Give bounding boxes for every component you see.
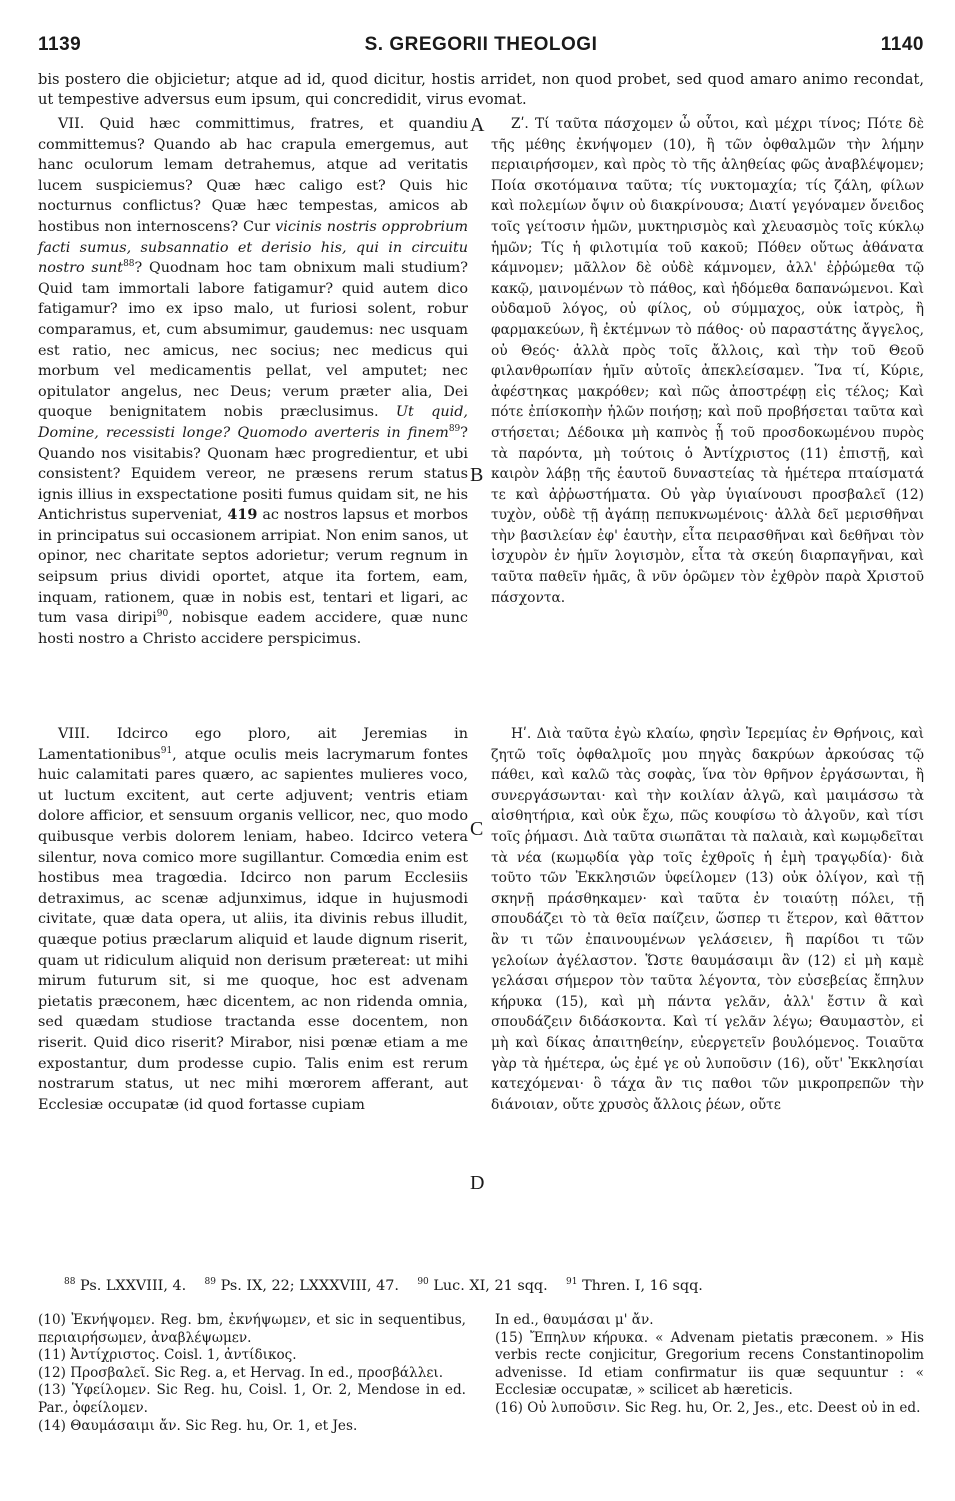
running-header [38,34,924,62]
footnote-ref: 89 [448,424,461,435]
ref-number: 89 [204,1277,216,1288]
page-number-right: 1140 [880,34,924,55]
latin-text: ac nostros lapsus et morbos in principatus sui occasionem arripiat. Non enim sanos, ut opinor, nec charitate septos adorietur; verum regnum in seipsum prius dividi oportet, atque ita fortem, eam, inquam, rationem, quæ in nobis est, tentari et ligari, ac tum vasa diripi [38,507,468,627]
greek-section-7 [491,114,924,608]
latin-section-7 [38,114,468,649]
latin-section-8 [38,724,468,1115]
latin-paragraph-7 [38,114,468,649]
section-number: VIII. [58,726,91,742]
scripture-references [38,1276,924,1296]
footnote: (16) Οὐ λυποῦσιν. Sic Reg. hu, Or. 2, Jes., etc. Deest οὐ in ed. [495,1399,921,1416]
ref-text: Ps. IX, 22; LXXXVIII, 47. [216,1278,399,1294]
footnote: (12) Προσβαλεῖ. Sic Reg. a, et Hervag. In ed., προσβάλλει. [38,1364,444,1381]
latin-text: ? Quodnam hoc tam obnixum mali studium? Quid tam immortali labore fatigamur? quid autem dico fatigamur? imo ex ipso malo, ut furiosi solent, robur comparamus, et, cum absumimur, gaudemus: nec usquam est ratio, nec amicus, nec socius; nec medicus qui morbum vel medicamentis pellat, vel amputet; nec opitulator angelus, nec Deus; verum præter alia, Dei quoque benignitatem nobis præclusimus. [38,260,469,421]
footnote: (11) Ἀντίχριστος. Coisl. 1, ἀντίδικος. [38,1347,297,1364]
ref-number: 91 [566,1277,578,1288]
latin-text: ? Quando nos visitabis? Quonam hæc progredientur, et ubi consistent? Equidem vereor, ne præsens rerum status ignis illius in exspectatione positi fumus quidam sit, ne his Antichristus superveniat, [38,424,468,524]
margin-letter-b: B [470,464,484,486]
footnotes-right [495,1312,924,1418]
section-number: VII. [58,116,85,132]
margin-letter-c: C [470,818,484,840]
latin-text: , atque oculis meis lacrymarum fontes huic calamitati pares quæro, ac sapientes mulieres voco, ut luctum excitent, aut certe adjuvent; ventris etiam dolore afficior, et sensuum organis vellicor, nec, quo modo quibusque verbis dolorem leniam, habeo. Idcirco vetera silentur, nova comico more sugillantur. Comœdia enim est hostibus mea tragœdia. Idcirco non parum Ecclesiis detraximus, ac scenæ adjunximus, idque in hujusmodi civitate, quæ data opera, ut aliis, ita divinis rebus illudit, quæque potius præclarum aliquid et laude dignum riserit, quam ut ridiculum aliquid non derisum prætereat: ut mihi mirum futurum sit, si me quoque, hoc est advenam pietatis præconem, hæc dicentem, ac non ridenda omnia, sed quædam studiose tractanda esse docentem, non riserit. Quid dico riserit? Mirabor, nisi pœnæ etiam a me expostantur, dum prodesse cupio. Talis enim est rerum nostrarum status, ut nec mihi mœrorem afferant, aut Ecclesiæ occupatæ (id quod fortasse cupiam [38,746,468,1113]
footnotes-left [38,1312,466,1435]
footnote: (14) Θαυμάσαιμι ἄν. Sic Reg. hu, Or. 1, et Jes. [38,1417,358,1434]
column-number: 419 [227,506,258,524]
footnote: (10) Ἐκνήψομεν. Reg. bm, ἐκνήψωμεν, et sic in sequentibus, περιαιρήσωμεν, ἀναβλέψωμεν. [38,1312,466,1346]
footnote: (15) Ἔπηλυν κήρυκα. « Advenam pietatis præconem. » His verbis recte conjicitur, Gregorium recens Constantinopolim advenisse. Id etiam confirmatur iis quæ sequuntur : « Ecclesiæ occupatæ, » scilicet ab hæreticis. [495,1329,924,1399]
latin-quote: Ut quid, Domine, recessisti longe? Quomodo averteris in finem [38,404,468,441]
footnote-ref: 91 [160,745,173,756]
latin-paragraph-8 [38,724,468,1115]
latin-text: Quid hæc committimus, fratres, et quandiu committemus? Quando ab hac crapula emergemus, aut hanc oculorum lemam detrahemus, atque ad veritatis lucem suspiciemus? Quæ hæc caligo est? Quis hic nocturnus conflictus? Quæ hæc tempestas, amicos ab hostibus non internoscens? Cur [38,116,468,235]
intro-paragraph: bis postero die objicietur; atque ad id, quod dicitur, hostis arridet, non quod probet, sed quod amaro animo recondat, ut tempestive adversus eum ipsum, qui concredidit, virus evomat. [38,71,924,109]
margin-letter-d: D [470,1172,485,1194]
latin-quote: vicinis nostris opprobrium facti sumus, subsannatio et derisio his, qui in circuitu nostro sunt [38,218,468,277]
ref-number: 90 [417,1277,429,1288]
ref-text: Thren. I, 16 sqq. [577,1278,703,1294]
margin-letter-a: A [470,114,485,136]
footnote: (13) Ὑφείλομεν. Sic Reg. hu, Coisl. 1, Or. 2, Mendose in ed. Par., ὀφείλομεν. [38,1382,466,1416]
footnote: In ed., θαυμάσαι μ' ἄν. [495,1312,654,1328]
ref-text: Luc. XI, 21 sqq. [428,1278,548,1294]
latin-text: Idcirco ego ploro, ait Jeremias in Lamentationibus [38,726,468,763]
page-number-left: 1139 [38,34,82,55]
greek-section-8 [491,724,924,1115]
greek-paragraph-8: Ηʹ. Διὰ ταῦτα ἐγὼ κλαίω, φησὶν Ἱερεμίας ἐν Θρήνοις, καὶ ζητῶ τοῖς ὀφθαλμοῖς μου πηγὰς δακρύων ἀρκούσας τῷ πάθει, καὶ καλῶ τὰς σοφὰς, ἵνα τὸν θρῆνον ἐργάσωνται, ἢ συνεργάσωνται· καὶ τὴν κοιλίαν ἀλγῶ, καὶ μαιμάσσω τὰ αἰσθητήρια, καὶ οὐκ ἔχω, πῶς κουφίσω τὸ ἀλγοῦν, καὶ τίσι τοῖς ῥήμασι. Διὰ ταῦτα σιωπᾶται τὰ παλαιὰ, καὶ κωμῳδεῖται τὰ νέα (κωμῳδία γὰρ τοῖς ἐχθροῖς ἡ ἐμὴ τραγῳδία)· διὰ τοῦτο τῶν Ἐκκλησιῶν ὑφείλομεν (13) οὐκ ὀλίγον, καὶ τῇ σκηνῇ πράσθηκαμεν· καὶ ταῦτα ἐν τοιαύτῃ πόλει, τῇ σπουδάζει τὸ τὰ θεῖα παίζειν, ὥσπερ τι ἕτερον, καὶ θᾶττον ἂν τι τῶν ἐπαινουμένων γελάσειεν, ἢ παρίδοι τι τῶν γελοίων ἀγέλαστον. Ὥστε θαυμάσαιμι ἂν (12) εἰ μὴ καμὲ γελάσαι σήμερον τὸν ταῦτα λέγοντα, τὸν εὐσεβείας ἔπηλυν κήρυκα (15), καὶ μὴ πάντα γελᾶν, ἀλλ' ἔστιν ἃ καὶ σπουδάζειν διδάσκοντα. Καὶ τί γελᾶν λέγω; Θαυμαστὸν, εἰ μὴ καὶ δίκας ἀπαιτηθείην, εὐεργετεῖν βουλόμενος. Τοιαῦτα γὰρ τὰ ἡμέτερα, ὡς ἐμέ γε οὐ λυποῦσιν (16), οὔτ' Ἐκκλησίαι κατεχόμεναι· ὃ τάχα ἂν τις παθοι τῶν μικροπρεπῶν τὴν διάνοιαν, οὔτε χρυσὸς ἄλλοις ῥέων, οὔτε [491,726,924,1113]
greek-paragraph-7: Ζʹ. Τί ταῦτα πάσχομεν ὦ οὗτοι, καὶ μέχρι τίνος; Πότε δὲ τῆς μέθης ἐκνήψομεν (10), ἢ τῶν ὀφθαλμῶν τὴν λήμην περιαιρήσομεν, καὶ πρὸς τὸ τῆς ἀληθείας φῶς ἀναβλέψομεν; Ποία σκοτόμαινα ταῦτα; τίς νυκτομαχία; τίς ζάλη, φίλων καὶ πολεμίων ὄψιν οὐ διακρίνουσα; Διατί γεγόναμεν ὄνειδος τοῖς γείτοσιν ἡμῶν, μυκτηρισμὸς καὶ χλευασμὸς τοῖς κύκλῳ ἡμῶν; Τίς ἡ φιλοτιμία τοῦ κακοῦ; Πόθεν οὕτως ἀθάνατα κάμνομεν; μᾶλλον δὲ οὐδὲ κάμνομεν, ἀλλ' ἐῤῥώμεθα τῷ κακῷ, μαινομένων τὸ πάθος, καὶ ἡδόμεθα δαπανώμενοι. Καὶ οὐδαμοῦ λόγος, οὐ φίλος, οὐ σύμμαχος, οὐκ ἰατρὸς, ἢ φαρμακεύων, ἢ ἐκτέμνων τὸ πάθος· οὐ παραστάτης ἄγγελος, οὐ Θεός· ἀλλὰ πρὸς τοῖς ἄλλοις, καὶ τὴν τοῦ Θεοῦ φιλανθρωπίαν ἡμῖν αὐτοῖς ἀπεκλείσαμεν. Ἵνα τί, Κύριε, ἀφέστηκας μακρόθεν; καὶ πῶς ἀποστρέφῃ εἰς τέλος; Καὶ πότε ἐπίσκοπὴν ἡλῶν ποιήσῃ; καὶ ποῦ προβήσεται ταῦτα καὶ στήσεται; Δέδοικα μὴ καπνὸς ᾖ τοῦ προσδοκωμένου πυρὸς τὰ παρόντα, μὴ τούτοις ὁ Ἀντίχριστος (11) ἐπιστῇ, καὶ καιρὸν λάβῃ τῆς ἑαυτοῦ δυναστείας τὰ ἡμέτερα πταίσματά τε καὶ ἀῤῥωστήματα. Οὐ γὰρ ὑγιαίνουσι προσβαλεῖ (12) τυχὸν, οὐδὲ τῇ ἀγάπῃ πεπυκνωμένοις· ἀλλὰ δεῖ μερισθῆναι τὴν βασιλείαν ἐφ' ἑαυτὴν, εἶτα πειρασθῆναι καὶ δεθῆναι τὸν ἰσχυρὸν ἐν ἡμῖν λογισμὸν, εἶτα τὰ σκεύη διαρπαγῆναι, καὶ ταῦτα παθεῖν ἡμᾶς, ἃ νῦν ὁρῶμεν τὸν ἐχθρὸν παρὰ Χριστοῦ πάσχοντα. [491,116,924,606]
ref-text: Ps. LXXVIII, 4. [75,1278,187,1294]
running-title: S. GREGORII THEOLOGI [364,34,598,55]
footnote-ref: 90 [156,609,169,620]
footnote-ref: 88 [123,259,135,270]
ref-number: 88 [64,1277,76,1288]
page [38,0,924,1501]
latin-text: , nobisque eadem accidere, quæ nunc hosti nostro a Christo accidere perspicimus. [38,610,468,647]
